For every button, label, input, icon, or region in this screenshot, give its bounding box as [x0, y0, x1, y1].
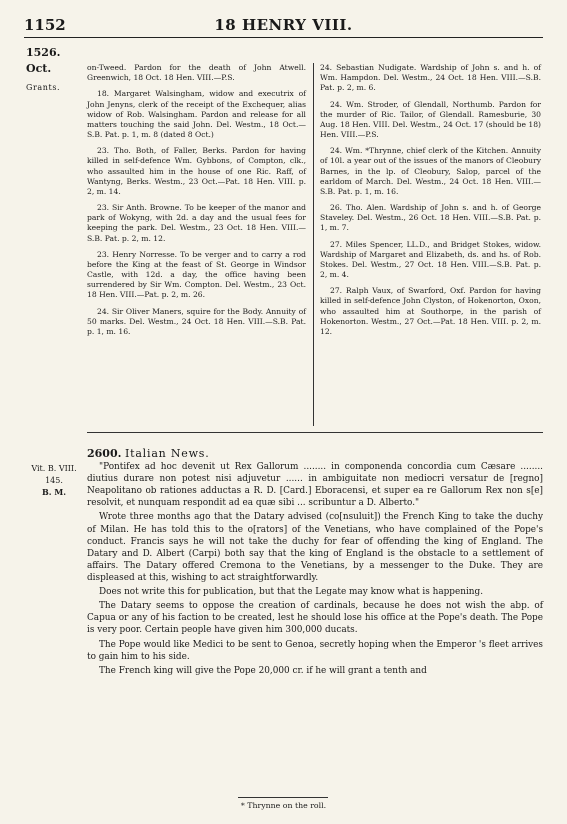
page-header — [24, 14, 543, 36]
running-title: 18 HENRY VIII. — [214, 16, 353, 34]
grant-entry: 23. Tho. Both, of Faller, Berks. Pardon for having killed in self-defence Wm. Gybbons, of Compton, clk., who assaulted him in the house of one Ric. Raff, of Wantyng, Berks. Westm., 23 Oct.—Pat. 18 Hen. VIII. p. 2, m. 14. — [87, 146, 306, 196]
grant-entry: 24. Wm. Stroder, of Glendall, Northumb. Pardon for the murder of Ric. Tailor, of Glendall. Ramesburie, 30 Aug. 18 Hen. VIII. Del. Westm., 24 Oct. 17 (should be 18) Hen. VIII.—P.S. — [320, 99, 542, 140]
section-body — [87, 461, 543, 679]
section-number: 2600. — [87, 447, 122, 460]
header-rule — [24, 37, 543, 38]
section-title: Italian News. — [124, 447, 210, 460]
footnote: * Thrynne on the roll. — [240, 801, 327, 810]
grant-entry: 26. Tho. Alen. Wardship of John s. and h. of George Staveley. Del. Westm., 26 Oct. 18 Hen. VIII.—S.B. Pat. p. 1, m. 7. — [320, 203, 541, 233]
page-number: 1152 — [24, 16, 66, 34]
grant-entry: 23. Sir Anth. Browne. To be keeper of the manor and park of Wokyng, with 2d. a day and the usual fees for keeping the park. Del. Westm., 23 Oct. 18 Hen. VIII.—S.B. Pat. p. 2, m. 12. — [87, 203, 306, 243]
grant-entry: 23. Henry Norresse. To be verger and to carry a rod before the King at the feast of St. George in Windsor Castle, with 12d. a day, the office having been surrendered by Sir Wm. Compton. Del. Westm., 23 Oct. 18 Hen. VIII.—Pat. p. 2, m. 26. — [87, 249, 306, 300]
margin-year: 1526. — [26, 46, 61, 59]
body-paragraph: The Pope would like Medici to be sent to Genoa, secretly hoping when the Emperor 's fleet arrives to gain him to his side. — [87, 639, 543, 662]
grant-entry: 24. Sebastian Nudigate. Wardship of John s. and h. of Wm. Hampdon. Del. Westm., 24 Oct. 18 Hen. VIII.—S.B. Pat. p. 2, m. 6. — [320, 63, 541, 93]
grant-entry: 24. Wm. *Thrynne, chief clerk of the Kitchen. Annuity of 10l. a year out of the issues of the manors of Cleobury Barnes, in the lp. of Cleobury, Salop, parcel of the earldom of March. Del. Westm., 24 Oct. 18 Hen. VIII.—S.B. Pat. p. 1, m. 16. — [320, 146, 541, 196]
body-paragraph: Wrote three months ago that the Datary advised (co[nsuluit]) the French King to take the duchy of Milan. He has told this to the o[rators] of the Venetians, who have complained of the Pope's conduct. Francis says he will not take the duchy for fear of offending the king of England. The Datary and D. Albert (Carpi) both say that the king of England is the obstacle to a settlement of affairs. The Datary offered Cremona to the Venetians, by a messenger to the Duke. They are displeased at this, wishing to act straightforwardly. — [87, 512, 543, 583]
left-column — [87, 63, 306, 343]
body-paragraph: "Pontifex ad hoc devenit ut Rex Gallorum ........ in componenda concordia cum Cæsare ........ diutius durare non potest nisi adjuvetur ...... in ambiguitate non mediocri versatur de [regno] Neapolitano ob rationes adductas a R. D. [Card.] Eboracensi, et super ea re Gallorum Rex non s[e] resolvit, et nunquam respondit ad ea quæ sibi ... scribuntur a D. Alberto." — [87, 462, 543, 509]
body-paragraph: Does not write this for publication, but that the Legate may know what is happening. — [99, 587, 484, 598]
section-separator — [87, 432, 543, 433]
grant-entry: 24. Sir Oliver Maners, squire for the Body. Annuity of 50 marks. Del. Westm., 24 Oct. 18 Hen. VIII.—S.B. Pat. p. 1, m. 16. — [87, 306, 306, 336]
footnote-rule — [238, 797, 328, 798]
right-column — [320, 63, 541, 343]
grant-entry: 27. Ralph Vaux, of Swarford, Oxf. Pardon for having killed in self-defence John Clyston, of Hokenorton, Oxon, who assaulted him at Southorpe, in the parish of Hokenorton. Westm., 27 Oct.—Pat. 18 Hen. VIII. p. 2, m. 12. — [320, 286, 541, 336]
grant-entry: on-Tweed. Pardon for the death of John Atwell. Greenwich, 18 Oct. 18 Hen. VIII.—P.S. — [87, 63, 306, 83]
column-divider — [313, 63, 314, 426]
body-paragraph: The Datary seems to oppose the creation of cardinals, because he does not wish the abp. of Capua or any of his faction to be created, lest he should lose his office at the Pope's death. The Pope is very poor. Certain people have given him 300,000 ducats. — [87, 601, 543, 636]
section-heading — [87, 447, 210, 460]
manuscript-reference: Vit. B. VIII. 145. — [31, 464, 77, 485]
body-paragraph: The French king will give the Pope 20,000 cr. if he will grant a tenth and — [99, 665, 427, 676]
margin-month: Oct. — [26, 62, 52, 75]
grant-entry: 18. Margaret Walsingham, widow and executrix of John Jenyns, clerk of the receipt of the Exchequer, alias widow of Rob. Walsingham. Pardon and release for all matters touching the said John. Del. Westm., 18 Oct.—S.B. Pat. p. 1, m. 8 (dated 8 Oct.) — [87, 89, 306, 140]
grant-entry: 27. Miles Spencer, LL.D., and Bridget Stokes, widow. Wardship of Margaret and Elizabeth, ds. and hs. of Rob. Stokes. Del. Westm., 27 Oct. 18 Hen. VIII.—S.B. Pat. p. 2, m. 4. — [320, 239, 541, 280]
archive-reference: B. M. — [42, 487, 66, 497]
margin-section-label: Grants. — [26, 83, 61, 92]
